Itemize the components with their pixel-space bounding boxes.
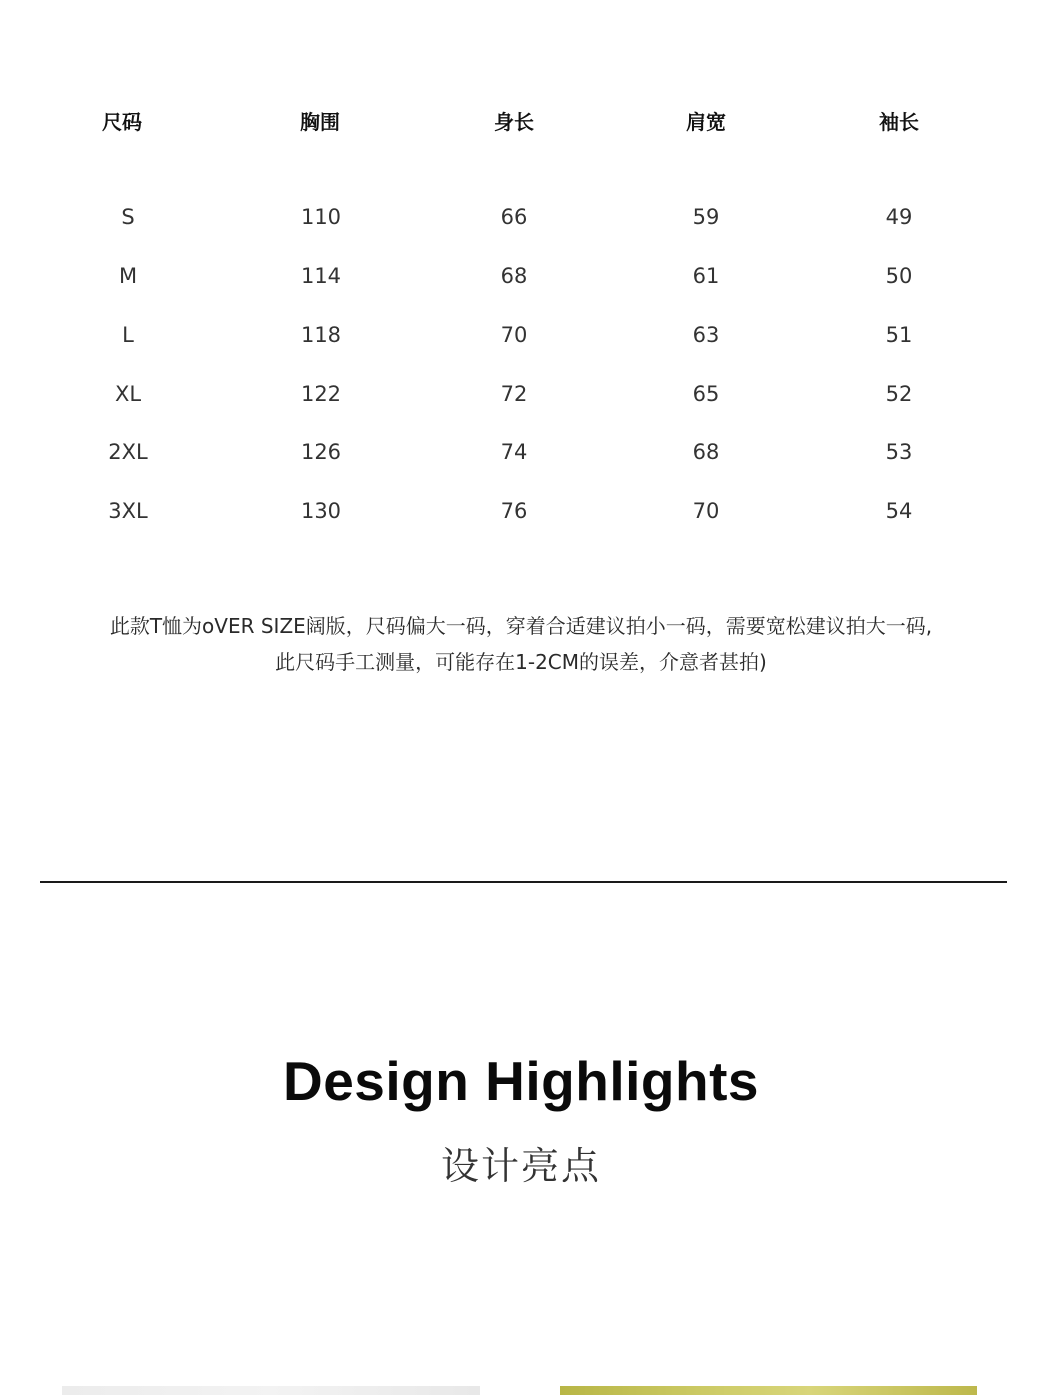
table-cell-sleeve: 52: [885, 382, 913, 406]
table-cell-size: XL: [114, 382, 142, 406]
table-cell-length: 68: [500, 264, 528, 288]
design-highlights-title: Design Highlights: [283, 1050, 759, 1112]
table-cell-size: S: [121, 205, 135, 229]
table-cell-shoulder: 65: [692, 382, 720, 406]
table-cell-sleeve: 51: [885, 323, 913, 347]
table-cell-length: 70: [500, 323, 528, 347]
table-cell-chest: 110: [300, 205, 342, 229]
table-cell-length: 72: [500, 382, 528, 406]
table-cell-chest: 122: [300, 382, 342, 406]
size-note-line-2: 此尺码手工测量，可能存在1-2CM的误差，介意者甚拍): [275, 650, 767, 674]
header-size: 尺码: [102, 110, 142, 134]
table-cell-chest: 126: [300, 440, 342, 464]
table-cell-sleeve: 53: [885, 440, 913, 464]
table-cell-length: 76: [500, 499, 528, 523]
table-cell-shoulder: 63: [692, 323, 720, 347]
table-cell-sleeve: 54: [885, 499, 913, 523]
product-photo-left: [62, 1386, 480, 1395]
header-shoulder: 肩宽: [686, 110, 726, 134]
table-cell-chest: 114: [300, 264, 342, 288]
header-length: 身长: [494, 110, 534, 134]
header-sleeve: 袖长: [879, 110, 919, 134]
table-cell-shoulder: 68: [692, 440, 720, 464]
section-divider: [40, 881, 1007, 883]
table-cell-length: 74: [500, 440, 528, 464]
size-note-line-1: 此款T恤为oVER SIZE阔版，尺码偏大一码，穿着合适建议拍小一码，需要宽松建议拍大一码,: [109, 614, 933, 638]
table-cell-size: 2XL: [108, 440, 148, 464]
table-cell-chest: 130: [300, 499, 342, 523]
table-cell-size: 3XL: [108, 499, 148, 523]
table-cell-length: 66: [500, 205, 528, 229]
product-photo-right: [560, 1386, 977, 1395]
table-cell-size: M: [118, 264, 138, 288]
table-cell-size: L: [122, 323, 134, 347]
table-cell-sleeve: 50: [885, 264, 913, 288]
design-highlights-subtitle: 设计亮点: [440, 1144, 601, 1188]
header-chest: 胸围: [300, 110, 340, 134]
table-cell-shoulder: 61: [692, 264, 720, 288]
table-cell-shoulder: 70: [692, 499, 720, 523]
table-cell-sleeve: 49: [885, 205, 913, 229]
table-cell-chest: 118: [300, 323, 342, 347]
table-cell-shoulder: 59: [692, 205, 720, 229]
